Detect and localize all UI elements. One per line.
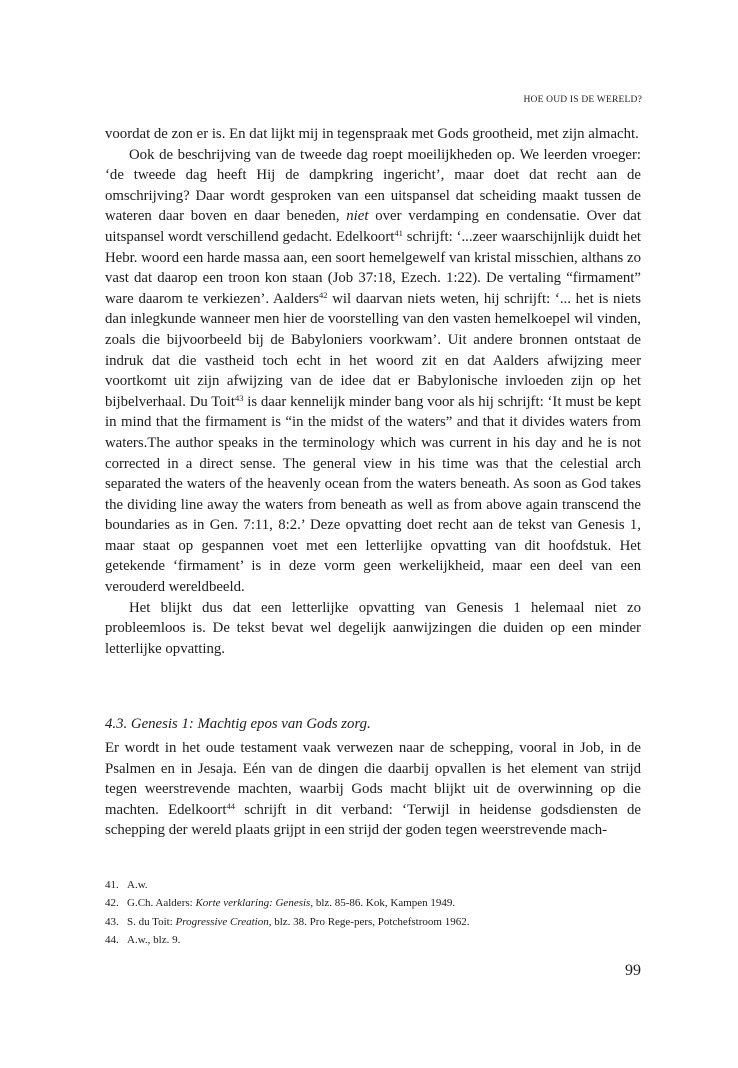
footnote-41 [105, 876, 641, 894]
footnote-text-pre: G.Ch. Aalders: [127, 897, 196, 910]
footnote-ref-42: 42 [319, 289, 328, 300]
footnote-title: Progressive Creation [175, 915, 269, 928]
section-paragraph [105, 738, 641, 841]
section-text-b: schrijft in dit verband: ‘Terwijl in heidense godsdiensten de schepping der wereld plaats grijpt in een strijd der goden tegen weerstrevende mach- [105, 801, 642, 839]
footnote-42 [105, 894, 641, 912]
footnote-text: A.w., blz. 9. [127, 934, 181, 947]
p2-text-b: over verdamping en condensatie. Over dat uitspansel wordt verschillend gedacht. Edelkoort [105, 208, 641, 245]
footnote-number: 42. [105, 897, 119, 910]
footnote-text-pre: S. du Toit: [127, 915, 176, 928]
footnote-number: 41. [105, 879, 119, 891]
section-text [105, 738, 641, 841]
footnote-number: 44. [105, 934, 119, 947]
footnote-43 [105, 913, 641, 931]
body-text [105, 124, 641, 659]
p2-text-e: is daar kennelijk minder bang voor als hij schrijft: ‘It must be kept in mind that the firmament is “in the midst of the waters” and that it divides waters from waters.The author speaks in the terminology which was current in his day and he is not corrected in a direct sense. The general view in his time was that the celestial arch separated the waters of the heavenly ocean from the waters beneath. As soon as God takes the dividing line away the waters from beneath as well as from above again transcend the boundaries as in Gen. 7:11, 8:2.’ Deze opvatting doet recht aan de tekst van Genesis 1, maar staat op gespannen voet met een letterlijke opvatting van dit hoofdstuk. Het getekende ‘firmament’ is in deze vorm geen werkelijkheid, maar een deel van een verouderd wereldbeeld. [105, 393, 641, 596]
footnote-ref-43: 43 [234, 392, 244, 403]
footnote-number: 43. [105, 915, 119, 928]
footnote-ref-44: 44 [226, 800, 235, 811]
paragraph-3: Het blijkt dus dat een letterlijke opvatting van Genesis 1 helemaal niet zo probleemloos is. De tekst bevat wel degelijk aanwijzingen die duiden op een minder letterlijke opvatting. [105, 599, 641, 657]
footnote-44 [105, 931, 641, 949]
footnote-text-post: , blz. 38. Pro Rege-pers, Potchefstroom 1962. [268, 915, 470, 928]
paragraph-1: voordat de zon er is. En dat lijkt mij in tegenspraak met Gods grootheid, met zijn almacht. [105, 126, 639, 142]
section-text-a: Er wordt in het oude testament vaak verwezen naar de schepping, vooral in Job, in de Psalmen en in Jesaja. Eén van de dingen die daarbij opvallen is het element van strijd tegen weerstrevende machten, waarbij Gods macht blijkt uit de overwinning op die machten. Edelkoort [105, 740, 641, 818]
page-number: 99 [625, 962, 641, 979]
section-heading: 4.3. Genesis 1: Machtig epos van Gods zorg. [105, 716, 371, 732]
footnote-text-post: , blz. 85-86. Kok, Kampen 1949. [310, 897, 456, 910]
footnote-text: A.w. [127, 879, 148, 891]
p2-text-d: wil daarvan niets weten, hij schrijft: ‘... het is niets dan inlegkunde wanneer men hier de voorstelling van den vasten hemelkoepel wil vinden, zoals die bijvoorbeeld bij de Babyloniers voorkwam’. Uit andere bronnen ontstaat de indruk dat die vastheid toch echt in het woord zit en dat Aalders afwijzing meer voortkomt uit zijn afwijzing van de idee dat er Babylonische invloeden zijn op het bijbelverhaal. Du Toit [105, 290, 641, 410]
p2-emphasis: niet [346, 208, 369, 225]
footnotes [105, 876, 641, 950]
footnote-title: Korte verklaring: Genesis [195, 897, 311, 910]
p2-text-a: Ook de beschrijving van de tweede dag roept moeilijkheden op. We leerden vroeger: ‘de tweede dag heeft Hij de dampkring ingericht’, maar doet dat recht aan de omschrijving? Daar wordt gesproken van een uitspansel dat scheiding maakt tussen de wateren daar boven en daar beneden, [105, 146, 641, 225]
running-head: HOE OUD IS DE WERELD? [523, 95, 642, 105]
paragraph-2 [105, 145, 641, 598]
footnote-ref-41: 41 [394, 227, 403, 238]
p2-text-c: schrijft: ‘...zeer waarschijnlijk duidt het Hebr. woord een harde massa aan, een soort hemelgewelf van kristal misschien, althans zo vast dat daarop een troon kon staan (Job 37:18, Ezech. 1:22). De vertaling “firmament” ware daarom te verkiezen’. Aalders [105, 228, 641, 307]
